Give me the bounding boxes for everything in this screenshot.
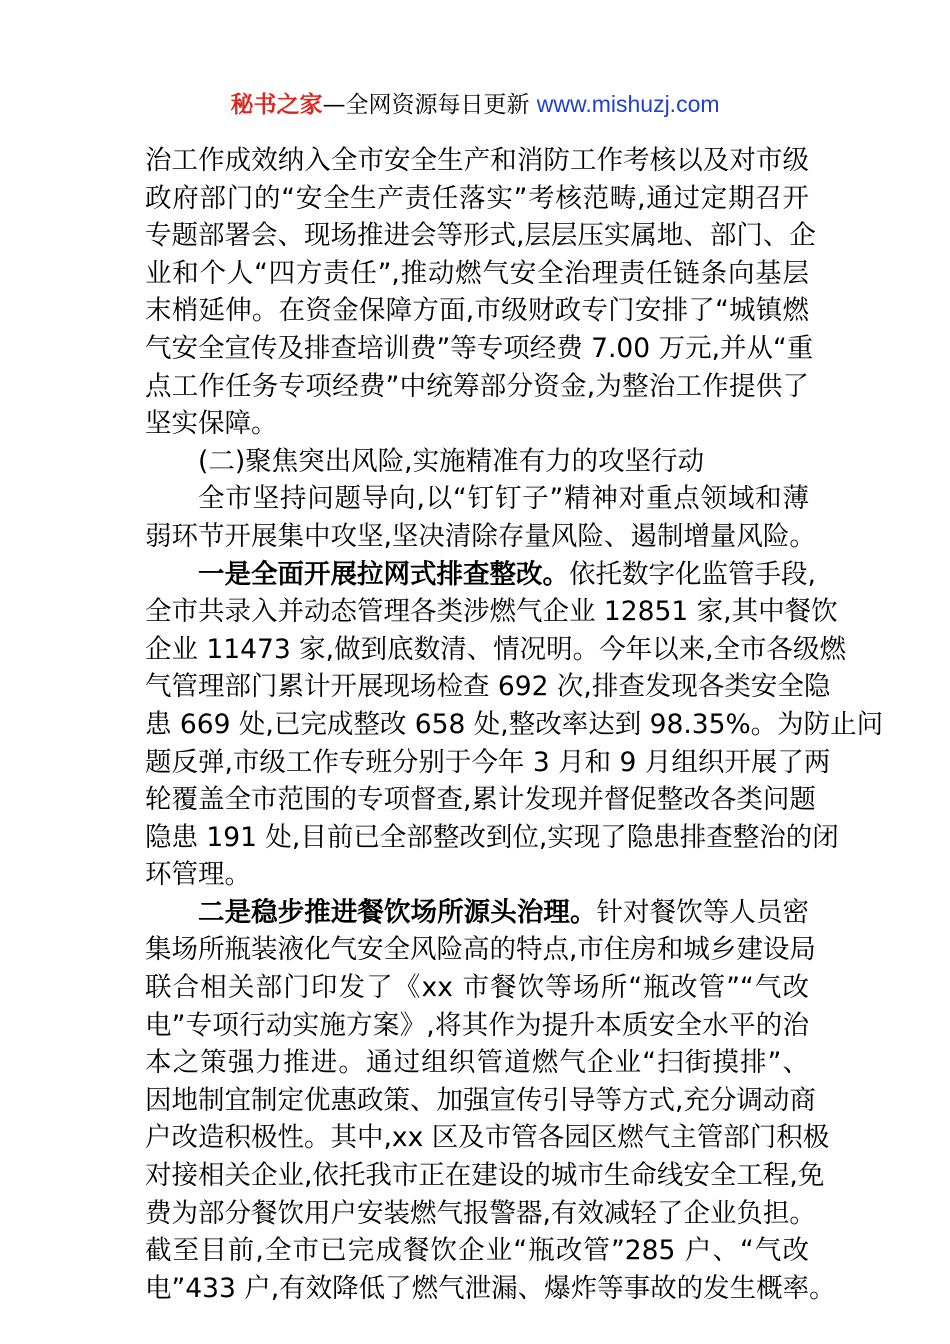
text-line: 环管理。 bbox=[145, 859, 251, 891]
text-line: 政府部门的“安全生产责任落实”考核范畴,通过定期召开 bbox=[145, 182, 809, 214]
text-line: 截至目前,全市已完成餐饮企业“瓶改管”285 户、“气改 bbox=[145, 1235, 809, 1267]
text-line: 弱环节开展集中攻坚,坚决清除存量风险、遏制增量风险。 bbox=[145, 520, 816, 552]
bold-lead-text: 二是稳步推进餐饮场所源头治理。 bbox=[198, 896, 597, 928]
header-tagline: —全网资源每日更新 bbox=[322, 92, 537, 118]
text-line: 电”433 户,有效降低了燃气泄漏、爆炸等事故的发生概率。 bbox=[145, 1272, 836, 1304]
text-line: 专题部署会、现场推进会等形式,层层压实属地、部门、企 bbox=[145, 220, 816, 252]
text-line: 坚实保障。 bbox=[145, 408, 278, 440]
page-header bbox=[0, 88, 950, 121]
text-line: 治工作成效纳入全市安全生产和消防工作考核以及对市级 bbox=[145, 145, 809, 176]
text-line: 费为部分餐饮用户安装燃气报警器,有效减轻了企业负担。 bbox=[145, 1197, 816, 1229]
text-line: 集场所瓶装液化气安全风险高的特点,市住房和城乡建设局 bbox=[145, 934, 816, 966]
bold-lead-text: 一是全面开展拉网式排查整改。 bbox=[198, 558, 569, 590]
text-line: 对接相关企业,依托我市正在建设的城市生命线安全工程,免 bbox=[145, 1160, 825, 1192]
text-line: 因地制宜制定优惠政策、加强宣传引导等方式,充分调动商 bbox=[145, 1084, 816, 1116]
text-line: 全市坚持问题导向,以“钉钉子”精神对重点领域和薄 bbox=[198, 483, 809, 515]
paragraph-first-line bbox=[145, 894, 809, 932]
text-line: 业和个人“四方责任”,推动燃气安全治理责任链条向基层 bbox=[145, 257, 809, 289]
text-line: 点工作任务专项经费”中统筹部分资金,为整治工作提供了 bbox=[145, 370, 809, 402]
text-line: 隐患 191 处,目前已全部整改到位,实现了隐患排查整治的闭 bbox=[145, 821, 839, 853]
paragraph-first-line bbox=[145, 556, 816, 594]
text-run: 针对餐饮等人员密 bbox=[596, 896, 810, 928]
text-line: 电”专项行动实施方案》,将其作为提升本质安全水平的治 bbox=[145, 1009, 809, 1041]
text-line: 题反弹,市级工作专班分别于今年 3 月和 9 月组织开展了两 bbox=[145, 746, 831, 778]
text-line: 患 669 处,已完成整改 658 处,整改率达到 98.35%。为防止问 bbox=[145, 708, 884, 740]
text-line: 末梢延伸。在资金保障方面,市级财政专门安排了“城镇燃 bbox=[145, 295, 809, 327]
text-line: 联合相关部门印发了《xx 市餐饮等场所“瓶改管”“气改 bbox=[145, 972, 809, 1004]
document-body bbox=[145, 142, 884, 1307]
text-line: 全市共录入并动态管理各类涉燃气企业 12851 家,其中餐饮 bbox=[145, 596, 838, 628]
text-line: 本之策强力推进。通过组织管道燃气企业“扫街摸排”、 bbox=[145, 1047, 809, 1079]
text-run: 依托数字化监管手段, bbox=[569, 558, 816, 590]
site-url-link[interactable]: www.mishuzj.com bbox=[536, 91, 720, 117]
brand-name: 秘书之家 bbox=[230, 92, 323, 118]
text-line: 气安全宣传及排查培训费”等专项经费 7.00 万元,并从“重 bbox=[145, 332, 814, 364]
text-line: 企业 11473 家,做到底数清、情况明。今年以来,全市各级燃 bbox=[145, 633, 846, 665]
text-line: 户改造积极性。其中,xx 区及市管各园区燃气主管部门积极 bbox=[145, 1122, 830, 1154]
text-line: 轮覆盖全市范围的专项督查,累计发现并督促整改各类问题 bbox=[145, 784, 816, 816]
section-heading: (二)聚焦突出风险,实施精准有力的攻坚行动 bbox=[198, 445, 705, 477]
text-line: 气管理部门累计开展现场检查 692 次,排查发现各类安全隐 bbox=[145, 671, 831, 703]
